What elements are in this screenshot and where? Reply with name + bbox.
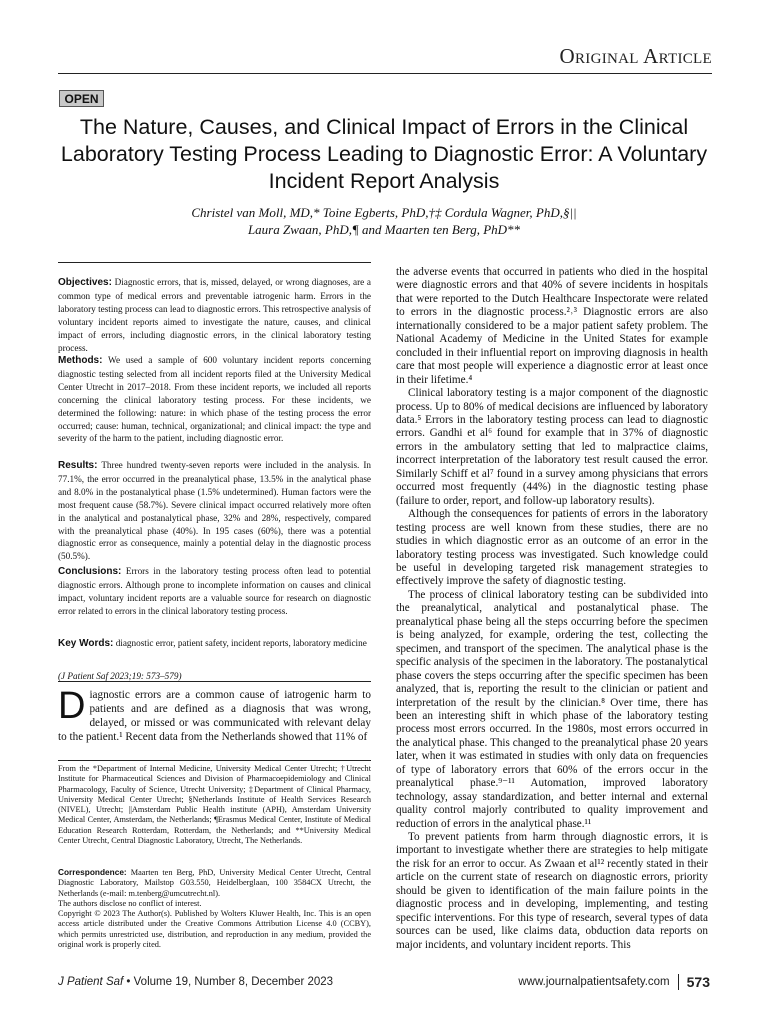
authors-line-2: Laura Zwaan, PhD,¶ and Maarten ten Berg, PhD** — [247, 222, 521, 237]
abstract-conclusions — [58, 565, 371, 618]
objectives-label: Objectives: — [58, 277, 112, 288]
abstract-results — [58, 459, 371, 563]
abstract-keywords — [58, 637, 371, 651]
intro-paragraph — [58, 685, 371, 744]
footer-journal-info — [58, 976, 333, 988]
conclusions-text: Errors in the laboratory testing process often lead to potential diagnostic errors. Although prone to incomplete information on causes and clinical impact, voluntary incident reports are a valuable source for research on diagnostic error related to errors in the clinical laboratory testing process. — [58, 566, 371, 616]
abstract-objectives — [58, 276, 371, 354]
article-title: The Nature, Causes, and Clinical Impact of Errors in the Clinical Laboratory Testing Process Leading to Diagnostic Error: A Voluntary Incident Report Analysis — [60, 115, 708, 193]
open-access-badge: OPEN — [59, 90, 104, 107]
citation-line: (J Patient Saf 2023;19: 573–579) — [58, 671, 182, 681]
objectives-text: Diagnostic errors, that is, missed, delayed, or wrong diagnoses, are a common type of medical errors and preventable iatrogenic harm. Errors in the laboratory testing process can lead to diagnostic errors. This retrospective analysis of voluntary incident reports aimed to investigate the nature, causes, and clinical impact of errors, including diagnostic errors, in the clinical laboratory testing process. — [58, 277, 371, 353]
keywords-text: diagnostic error, patient safety, incident reports, laboratory medicine — [113, 638, 367, 648]
keywords-label: Key Words: — [58, 638, 114, 649]
intro-text: iagnostic errors are a common cause of iatrogenic harm to patients and are defined as a diagnosis that was wrong, delayed, or missed or was communicated with relevant delay to the patient.¹ Recent data from the Netherlands showed that 11% of — [58, 689, 371, 743]
footnote-correspondence — [58, 867, 371, 899]
conclusions-label: Conclusions: — [58, 566, 122, 577]
footnote-copyright: Copyright © 2023 The Author(s). Published by Wolters Kluwer Health, Inc. This is an open access article distributed under the Creative Commons Attribution License 4.0 (CCBY), which permits unrestricted use, distribution, and reproduction in any medium, provided the original work is properly cited. — [58, 909, 371, 949]
footer-url-link[interactable]: www.journalpatientsafety.com — [518, 976, 670, 988]
dropcap-letter: D — [58, 685, 86, 727]
page-footer — [58, 974, 710, 992]
body-right-column — [396, 266, 708, 952]
body-paragraph-5: To prevent patients from harm through diagnostic errors, it is important to investigate whether there are strategies to help mitigate the risk for an error to occur. As Zwaan et al¹² recently stated in their article on the current state of research on diagnostic errors, priority should be given to identification of the main failure points in the diagnostic process and in developing, implementing, and testing specific interventions. For this type of research, several types of data sources can be used, like claims data, obduction data reports on major incidents, and voluntary incident reports. This — [396, 831, 708, 951]
body-paragraph-2: Clinical laboratory testing is a major component of the diagnostic process. Up to 80% of medical decisions are influenced by laboratory data.⁵ Errors in the laboratory testing process can lead to diagnostic errors. Gandhi et al⁶ found for example that in 37% of diagnostic errors in the ambulatory setting that led to malpractice claims, incorrect interpretation of the laboratory test result caused the error. Similarly Schiff et al⁷ found in a survey among physicians that errors occurred most frequently (44%) in the diagnostic testing phase (failure to order, report, and follow-up laboratory results). — [396, 387, 708, 507]
footnote-affiliations: From the *Department of Internal Medicine, University Medical Center Utrecht; †Utrecht Institute for Pharmaceutical Sciences and Division of Pharmacoepidemiology and Clinical Pharmacology, Faculty of Science, Utrecht University; ‡Department of Clinical Pharmacy, University Medical Center Utrecht; §Netherlands Institute of Health Services Research (NIVEL), Utrecht; ||Amsterdam Public Health institute (APH), Amsterdam University Medical Center, Amsterdam, the Netherlands; ¶Erasmus Medical Center, Institute of Medical Education Research Rotterdam, Rotterdam, the Netherlands; and **University Medical Center Utrecht, Central Diagnostic Laboratory, Utrecht, The Netherlands. — [58, 764, 371, 846]
methods-label: Methods: — [58, 355, 103, 366]
correspondence-text: Maarten ten Berg, PhD, University Medical Center Utrecht, Central Diagnostic Laboratory, Mailstop G03.550, Heidelberglaan, 100 3584CX Utrecht, the Netherlands (e-mail: m.tenberg@umcutrecht.nl). — [58, 868, 371, 898]
footer-journal-name: J Patient Saf — [58, 976, 124, 988]
results-label: Results: — [58, 460, 98, 471]
footer-issue: • Volume 19, Number 8, December 2023 — [123, 976, 334, 988]
body-paragraph-1: the adverse events that occurred in patients who died in the hospital were diagnostic errors and that 40% of severe incidents in hospitals that were reported to the Dutch Healthcare Inspectorate were related to errors in the diagnostic process.²˒³ Diagnostic errors are also internationally considered to be a major patient safety problem. The National Academy of Medicine in the United States for example concluded in their influential report on improving diagnosis in health care that most people will experience a diagnostic error at least once in their lifetime.⁴ — [396, 266, 708, 386]
methods-text: We used a sample of 600 voluntary incident reports concerning diagnostic testing selected from all incident reports filed at the University Medical Center Utrecht in 2017–2018. From these incident reports, we included all reports concerning the clinical laboratory testing process. For these incidents, we determined the following: nature: in which phase of the testing process the error occurred; cause: human, technical, organizational; and clinical impact: the type and severity of the harm to the patient, including diagnostic error. — [58, 355, 371, 444]
footer-divider — [678, 974, 679, 990]
page-number: 573 — [686, 974, 710, 990]
results-text: Three hundred twenty-seven reports were included in the analysis. In 77.1%, the error occurred in the preanalytical phase, 13.5% in the analytical phase and 8.0% in the postanalytical phase (1.5% undetermined). Human factors were the most frequent cause (58.7%). Severe clinical impact occurred relatively more often in the analytical and postanalytical phase, 32% and 28%, respectively, compared with the preanalytical phase (40%). In 195 cases (60%), there was a potential diagnostic error as consequence, mainly a potential delay in the diagnostic process (50.5%). — [58, 460, 371, 562]
body-paragraph-4: The process of clinical laboratory testing can be subdivided into the preanalytical, analytical and postanalytical phase. The preanalytical phase being all the steps occurring before the specimen is being analyzed, for example, ordering the test, collecting the specimen, and transport of the specimen. The analytical phase is the specific analysis of the specimen in the laboratory. The postanalytical phase covers the steps occurring after the specific specimen has been analyzed, that is, reporting the result to the clinician or patient and interpretation of the result by the clinician.⁸ Over time, there has been an interesting shift in which phase of the laboratory testing process most errors occurred. In the 1980s, most errors occurred in the analytical phase. This changed to the preanalytical phase 20 years later, when it was estimated in studies with only data on frequencies of type of laboratory errors that 60% of the errors occur in the preanalytical phase.⁹⁻¹¹ Automation, improved laboratory technology, assay standardization, and better internal and external quality control majorly contributed to quality improvement and reduction of errors in the analytical phase.¹¹ — [396, 588, 708, 830]
body-paragraph-3: Although the consequences for patients of errors in the laboratory testing process are well known from these studies, there are no studies in which diagnostic error as an outcome of an error in the laboratory testing process was investigated. Such knowledge could be useful in developing targeted risk management strategies to effectively improve the safety of diagnostic testing. — [396, 508, 708, 588]
section-header: Original Article — [559, 44, 712, 68]
footer-right — [518, 974, 710, 990]
abstract-methods — [58, 354, 371, 445]
footnote-disclosure: The authors disclose no conflict of interest. — [58, 899, 202, 908]
footnote-rule — [58, 760, 371, 761]
header-rule — [58, 73, 712, 74]
author-list — [58, 204, 710, 238]
authors-line-1: Christel van Moll, MD,* Toine Egberts, PhD,†‡ Cordula Wagner, PhD,§|| — [191, 205, 577, 220]
correspondence-label: Correspondence: — [58, 867, 127, 877]
